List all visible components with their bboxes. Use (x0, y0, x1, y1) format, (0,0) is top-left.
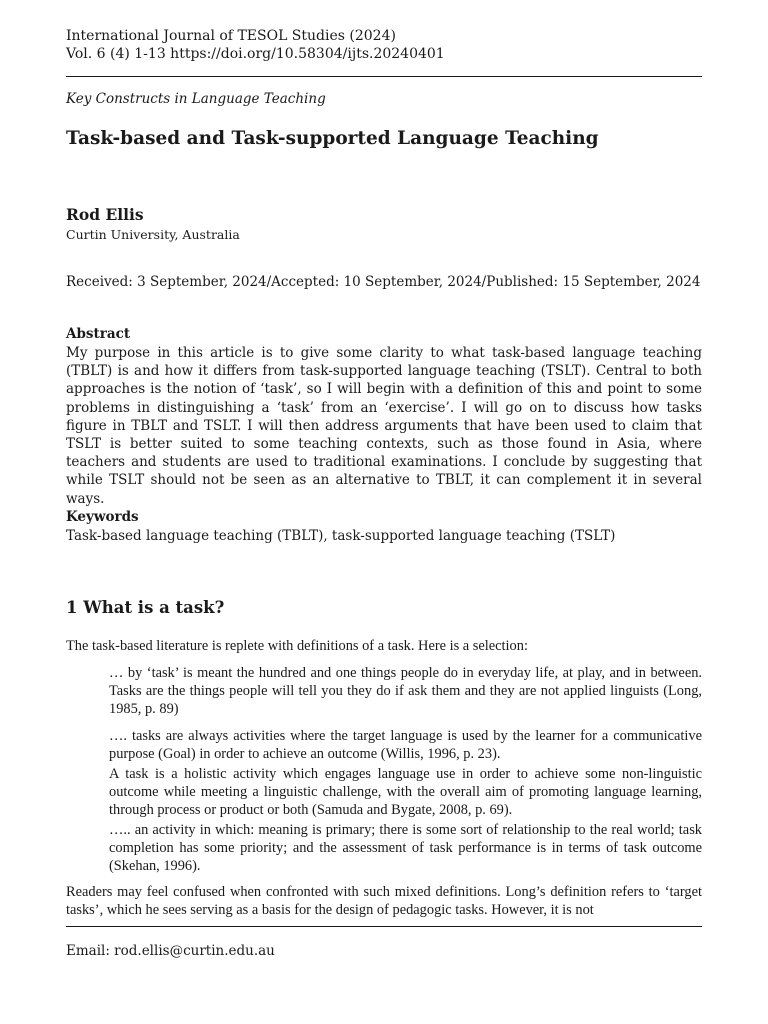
definition-quote: ….. an activity in which: meaning is primary; there is some sort of relationship to the real world; task completion has some priority; and the assessment of task performance is in terms of task outcome (Skehan, 1996). (109, 822, 702, 874)
author-name: Rod Ellis (66, 205, 144, 224)
section-intro: The task-based literature is replete with definitions of a task. Here is a selection: (66, 638, 528, 654)
body-paragraph: Readers may feel confused when confronted with such mixed definitions. Long’s definition refers to ‘target tasks’, which he sees serving as a basis for the design of pedagogic tasks. However, it is not (66, 884, 702, 918)
abstract-heading: Abstract (66, 326, 131, 342)
footer-divider (66, 926, 702, 927)
series-title: Key Constructs in Language Teaching (66, 91, 326, 107)
definition-quote: … by ‘task’ is meant the hundred and one things people do in everyday life, at play, and in between. Tasks are the things people will tell you they do if ask them and they are not applied linguists (Long, 1985, p. 89) (109, 665, 702, 717)
article-title: Task-based and Task-supported Language Teaching (66, 128, 599, 149)
keywords-heading: Keywords (66, 509, 139, 525)
definition-quote: A task is a holistic activity which engages language use in order to achieve some non-linguistic outcome while meeting a linguistic challenge, with the overall aim of promoting language learning, through process or product or both (Samuda and Bygate, 2008, p. 69). (109, 766, 702, 818)
section-heading: 1 What is a task? (66, 598, 225, 617)
header-divider (66, 76, 702, 77)
journal-volume-doi: Vol. 6 (4) 1-13 https://doi.org/10.58304/ijts.20240401 (66, 46, 445, 62)
definition-quote: …. tasks are always activities where the target language is used by the learner for a communicative purpose (Goal) in order to achieve an outcome (Willis, 1996, p. 23). (109, 728, 702, 762)
author-affiliation: Curtin University, Australia (66, 227, 240, 242)
abstract-text: My purpose in this article is to give some clarity to what task-based language teaching (TBLT) is and how it differs from task-supported language teaching (TSLT). Central to both approaches is the notion of ‘task’, so I will begin with a definition of this and point to some problems in distinguishing a ‘task’ from an ‘exercise’. I will go on to discuss how tasks figure in TBLT and TSLT. I will then address arguments that have been used to claim that TSLT is better suited to some teaching contexts, such as those found in Asia, where teachers and students are used to traditional examinations. I conclude by suggesting that while TSLT should not be seen as an alternative to TBLT, it can complement it in several ways. (66, 345, 702, 507)
author-email: Email: rod.ellis@curtin.edu.au (66, 943, 275, 959)
journal-name: International Journal of TESOL Studies (2024) (66, 28, 396, 44)
publication-dates: Received: 3 September, 2024/Accepted: 10 September, 2024/Published: 15 September, 2024 (66, 274, 701, 290)
keywords-text: Task-based language teaching (TBLT), task-supported language teaching (TSLT) (66, 528, 616, 544)
